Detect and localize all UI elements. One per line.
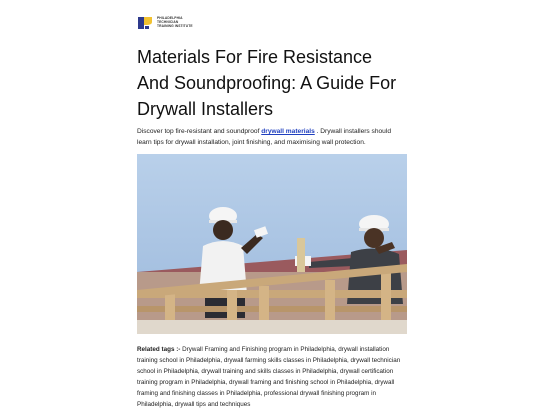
drywall-materials-link[interactable]: drywall materials [261,128,315,135]
construction-workers-photo [137,154,407,334]
related-tags-label: Related tags :- [137,346,181,353]
related-tags-text: Drywall Framing and Finishing program in Philadelphia, drywall installation training school in Philadelphia, drywall farming skills classes in Philadelphia, drywall technician school in Philadelphia, drywall training and skills classes in Philadelphia, drywall certification training program in Philadelphia, drywall framing and finishing school in Philadelphia, drywall framing and finishing classes in Philadelphia, professional drywall finishing program in Philadelphia, drywall tips and techniques [137,346,401,408]
logo-line-2: TECHNICIAN [157,20,179,25]
intro-text-before: Discover top fire-resistant and soundproof [137,128,262,135]
site-logo[interactable] [137,15,193,31]
logo-line-3: TRAINING INSTITUTE [157,23,193,28]
intro-text-after: . Drywall installers should learn tips for drywall installation, joint finishing, and maximising wall protection. [137,128,391,146]
article-hero-image [137,154,407,334]
related-tags [137,344,407,410]
article-title: Materials For Fire Resistance And Soundproofing: A Guide For Drywall Installers [137,47,397,119]
logo-icon [137,15,153,31]
logo-line-1: PHILADELPHIA [157,16,183,21]
logo-wordmark [157,17,193,29]
article-intro [137,126,405,148]
